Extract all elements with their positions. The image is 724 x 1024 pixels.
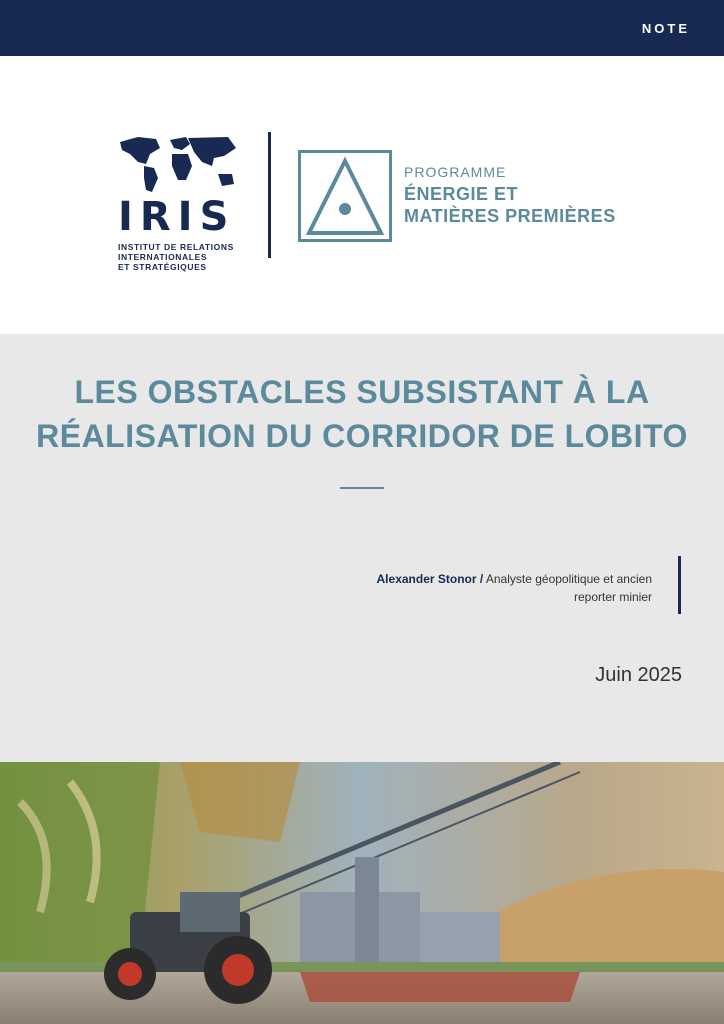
programme-logo-icon [298,150,392,242]
publication-date: Juin 2025 [595,664,682,686]
iris-logo [116,134,240,272]
programme-name-line2: MATIÈRES PREMIÈRES [404,206,616,226]
iris-subtitle-line1: INSTITUT DE RELATIONS [118,242,234,252]
title-rule [340,487,384,489]
programme-label: PROGRAMME [404,164,507,180]
logo-divider [268,132,271,258]
logo-header [0,56,724,334]
document-title [0,370,724,458]
cover-photo [0,762,724,1024]
author-role-line1: Analyste géopolitique et ancien [483,572,652,586]
programme-name-line1: ÉNERGIE ET [404,184,519,204]
iris-subtitle-line3: ET STRATÉGIQUES [118,262,207,272]
author-role-line2: reporter minier [573,590,652,604]
title-line-2: RÉALISATION DU CORRIDOR DE LOBITO [36,418,688,454]
world-map-icon [116,134,240,196]
document-type-label: NOTE [641,21,690,36]
top-banner [0,0,724,56]
author-accent-bar [678,556,681,614]
iris-wordmark: IRIS [118,194,236,240]
author-name: Alexander Stonor / [376,572,484,586]
author-block [377,570,652,606]
agriculture-collage-image [0,762,724,1024]
title-section [0,334,724,762]
iris-subtitle-line2: INTERNATIONALES [118,252,208,262]
title-line-1: LES OBSTACLES SUBSISTANT À LA [74,374,650,410]
